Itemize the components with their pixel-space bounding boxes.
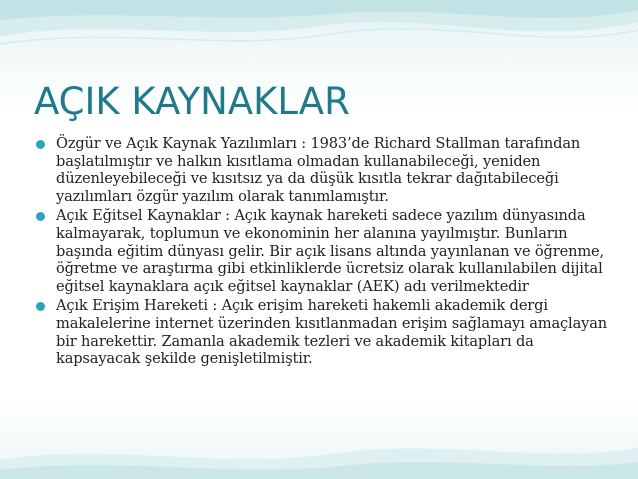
bullet-text-open-source-software: Özgür ve Açık Kaynak Yazılımları : 1983’de Richard Stallman tarafından başlatılmıştır ve halkın kısıtlama olmadan kullanabileceği, yeniden düzenleyebileceği ve kısıtsız ya da düşük kısıtla tekrar dağıtabileceği yazılımları özgür yazılım olarak tanımlamıştır. [56, 135, 581, 205]
slide-title: AÇIK KAYNAKLAR [34, 80, 350, 123]
bullet-text-open-access: Açık Erişim Hareketi : Açık erişim hareketi hakemli akademik dergi makalelerine internet üzerinden kısıtlanmadan erişim sağlamayı amaçlayan bir harekettir. Zamanla akademik tezleri ve akademik kitapları da kapsayacak şekilde genişletilmiştir. [56, 297, 608, 368]
bullet-list [34, 135, 614, 370]
bullet-dot-icon [36, 140, 45, 149]
top-wave-decoration [0, 0, 638, 70]
bullet-dot-icon [36, 212, 45, 221]
bottom-wave-decoration [0, 420, 638, 479]
bullet-item [34, 297, 614, 367]
bullet-item [34, 135, 614, 205]
bullet-dot-icon [36, 302, 45, 311]
bullet-item [34, 207, 614, 295]
bullet-text-open-educational-resources: Açık Eğitsel Kaynaklar : Açık kaynak hareketi sadece yazılım dünyasında kalmayarak, toplumun ve ekonominin her alanına yayılmıştır. Bunların başında eğitim dünyası gelir. Bir açık lisans altında yayınlanan ve öğrenme, öğretme ve araştırma gibi etkinliklerde ücretsiz olarak kullanılabilen dijital eğitsel kaynaklara açık eğitsel kaynaklar (AEK) adı verilmektedir [56, 207, 604, 295]
